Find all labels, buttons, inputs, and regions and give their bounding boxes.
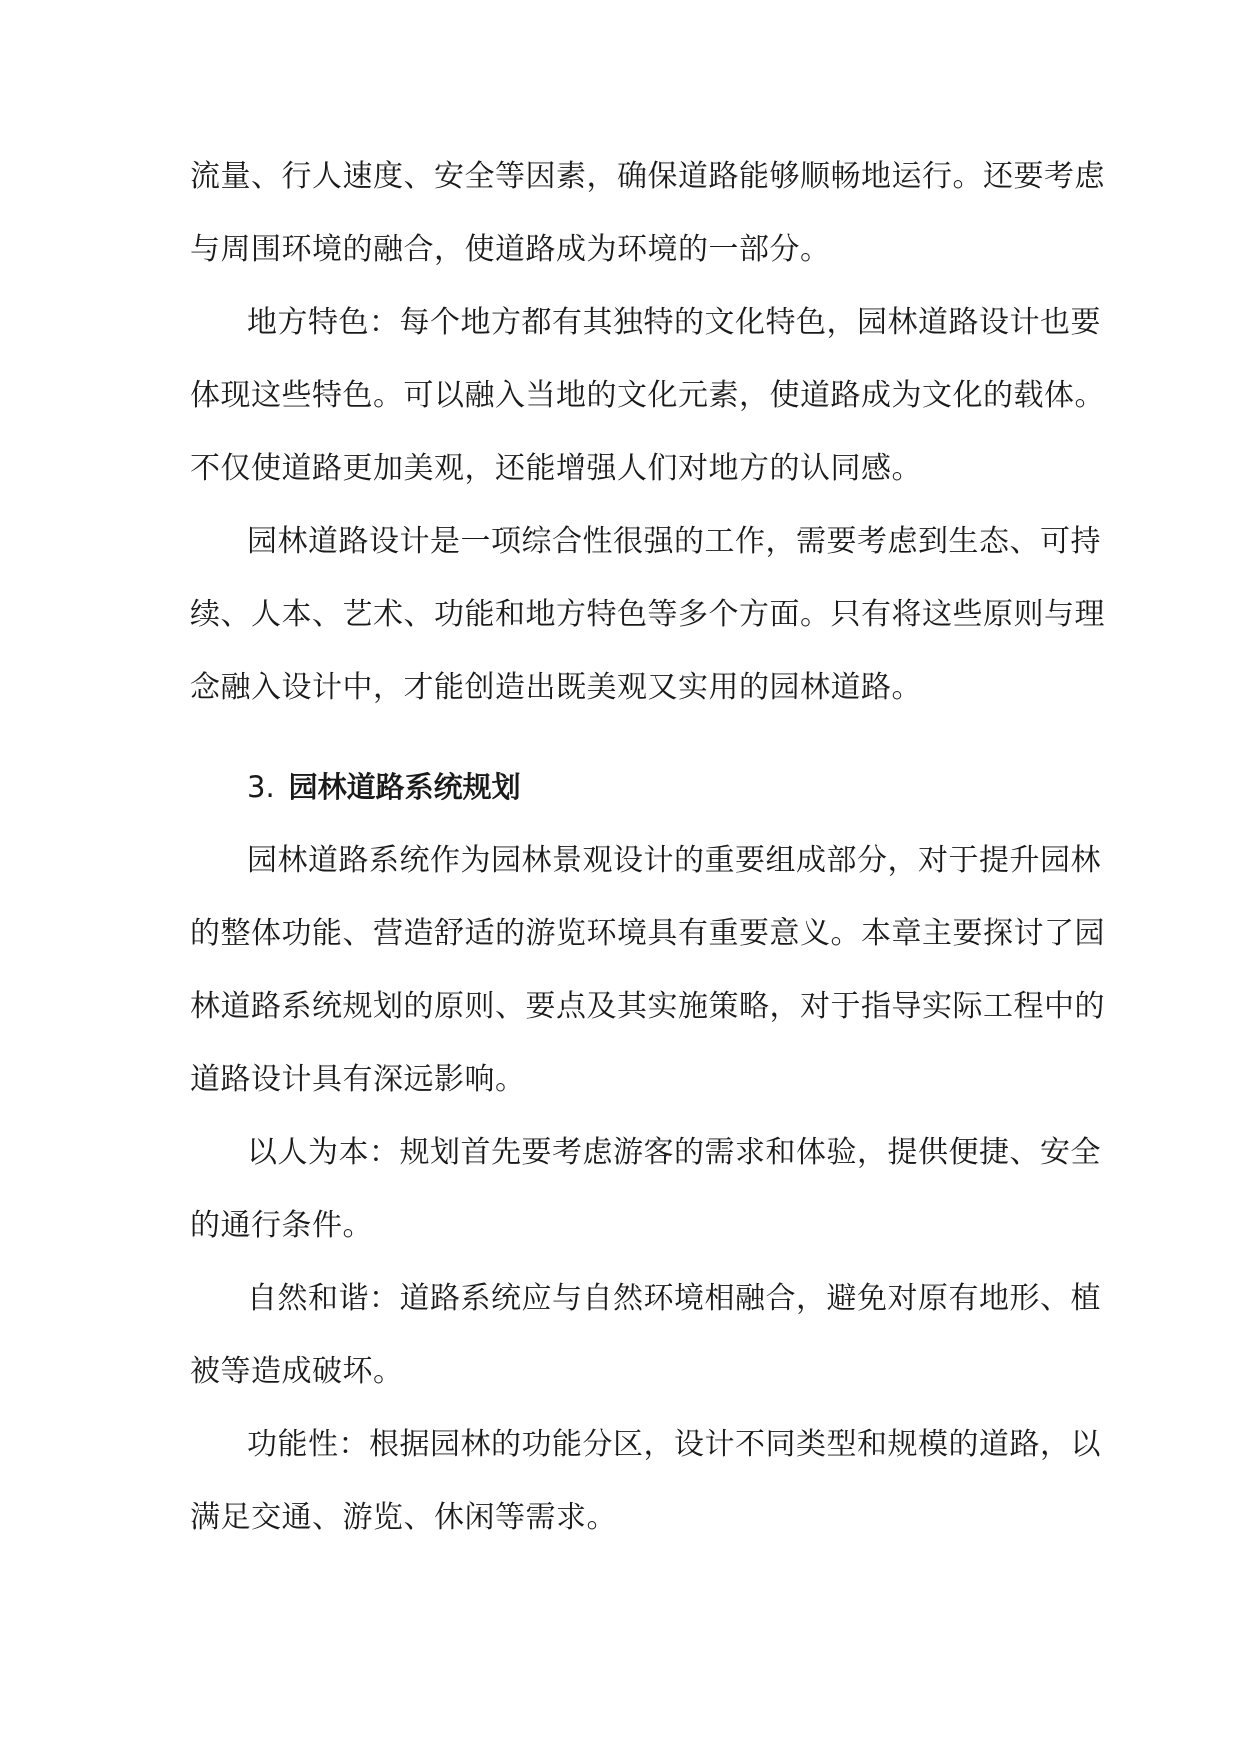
- text-line: 满足交通、游览、休闲等需求。: [190, 1500, 617, 1535]
- text-line: 功能性：根据园林的功能分区，设计不同类型和规模的道路，以: [247, 1427, 1101, 1462]
- document-page: [190, 140, 1105, 1554]
- text-line: 园林道路系统作为园林景观设计的重要组成部分，对于提升园林: [247, 843, 1101, 878]
- section-number: 3.: [247, 770, 275, 804]
- text-line: 地方特色：每个地方都有其独特的文化特色，园林道路设计也要: [247, 305, 1101, 340]
- section-title: 园林道路系统规划: [288, 770, 521, 804]
- text-line: 的整体功能、营造舒适的游览环境具有重要意义。本章主要探讨了园: [190, 916, 1105, 951]
- paragraph: [190, 1262, 1101, 1408]
- text-line: 续、人本、艺术、功能和地方特色等多个方面。只有将这些原则与理: [190, 597, 1105, 632]
- paragraph: [190, 1116, 1101, 1262]
- paragraph: [190, 1408, 1101, 1554]
- section-heading: [190, 751, 1060, 824]
- text-line: 被等造成破坏。: [190, 1354, 404, 1389]
- text-line: 与周围环境的融合，使道路成为环境的一部分。: [190, 232, 831, 267]
- text-line: 不仅使道路更加美观，还能增强人们对地方的认同感。: [190, 451, 922, 486]
- text-line: 流量、行人速度、安全等因素，确保道路能够顺畅地运行。还要考虑: [190, 159, 1105, 194]
- text-line: 的通行条件。: [190, 1208, 373, 1243]
- text-line: 园林道路设计是一项综合性很强的工作，需要考虑到生态、可持: [247, 524, 1101, 559]
- text-line: 以人为本：规划首先要考虑游客的需求和体验，提供便捷、安全: [247, 1135, 1101, 1170]
- paragraph: [190, 140, 1105, 286]
- text-line: 林道路系统规划的原则、要点及其实施策略，对于指导实际工程中的: [190, 989, 1105, 1024]
- text-line: 自然和谐：道路系统应与自然环境相融合，避免对原有地形、植: [247, 1281, 1101, 1316]
- text-line: 道路设计具有深远影响。: [190, 1062, 526, 1097]
- text-line: 念融入设计中，才能创造出既美观又实用的园林道路。: [190, 670, 922, 705]
- paragraph: [190, 286, 1105, 505]
- paragraph: [190, 505, 1105, 724]
- paragraph: [190, 824, 1105, 1116]
- text-line: 体现这些特色。可以融入当地的文化元素，使道路成为文化的载体。: [190, 378, 1105, 413]
